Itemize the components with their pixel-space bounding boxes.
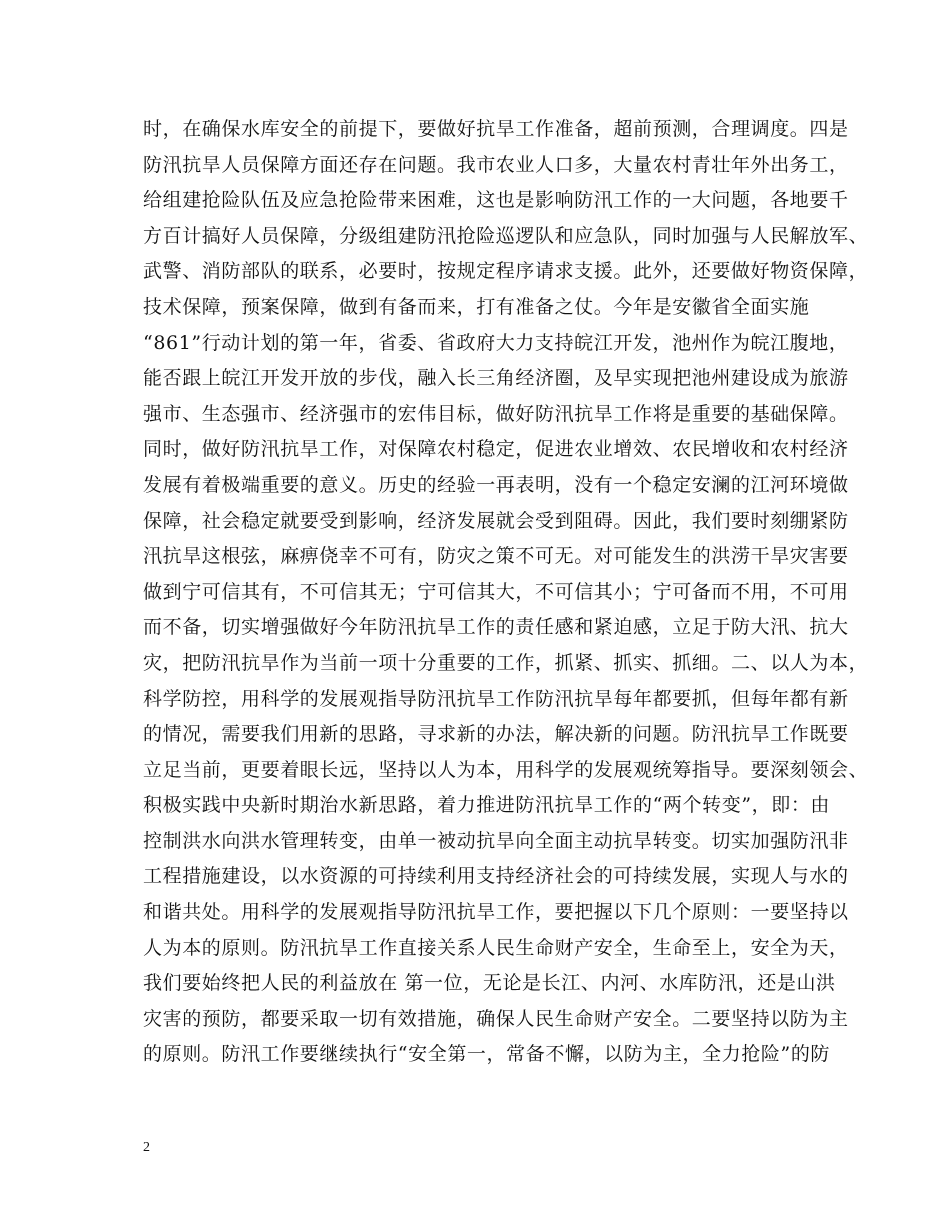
text-line: 灾害的预防，都要采取一切有效措施，确保人民生命财产安全。二要坚持以防为主: [143, 1007, 849, 1030]
text-line: 灾，把防汛抗旱作为当前一项十分重要的工作，抓紧、抓实、抓细。二、以人为本，: [143, 651, 869, 674]
text-line: 的情况，需要我们用新的思路，寻求新的办法，解决新的问题。防汛抗旱工作既要: [143, 723, 849, 746]
text-line: 强市、生态强市、经济强市的宏伟目标，做好防汛抗旱工作将是重要的基础保障。: [143, 402, 849, 425]
text-line: 工程措施建设，以水资源的可持续利用支持经济社会的可持续发展，实现人与水的: [143, 865, 849, 888]
text-line: 汛抗旱这根弦，麻痹侥幸不可有，防灾之策不可无。对可能发生的洪涝干旱灾害要: [143, 545, 849, 568]
text-line: “861”行动计划的第一年，省委、省政府大力支持皖江开发，池州作为皖江腹地，: [143, 331, 849, 354]
body-text: [143, 112, 869, 1073]
text-line: 科学防控，用科学的发展观指导防汛抗旱工作防汛抗旱每年都要抓，但每年都有新: [143, 687, 849, 710]
page-number: 2: [143, 1140, 150, 1155]
text-line: 控制洪水向洪水管理转变，由单一被动抗旱向全面主动抗旱转变。切实加强防汛非: [143, 829, 849, 852]
text-line: 发展有着极端重要的意义。历史的经验一再表明，没有一个稳定安澜的江河环境做: [143, 473, 849, 496]
text-line: 技术保障，预案保障，做到有备而来，打有准备之仗。今年是安徽省全面实施: [143, 295, 810, 318]
text-line: 同时，做好防汛抗旱工作，对保障农村稳定，促进农业增效、农民增收和农村经济: [143, 438, 849, 461]
text-line: 和谐共处。用科学的发展观指导防汛抗旱工作，要把握以下几个原则：一要坚持以: [143, 901, 849, 924]
text-line: 人为本的原则。防汛抗旱工作直接关系人民生命财产安全，生命至上，安全为天，: [143, 936, 849, 959]
text-line: 立足当前，更要着眼长远，坚持以人为本，用科学的发展观统筹指导。要深刻领会、: [143, 758, 869, 781]
text-line: 能否跟上皖江开发开放的步伐，融入长三角经济圈，及早实现把池州建设成为旅游: [143, 367, 849, 390]
text-line: 做到宁可信其有，不可信其无；宁可信其大，不可信其小；宁可备而不用，不可用: [143, 580, 849, 603]
text-line: 武警、消防部队的联系，必要时，按规定程序请求支援。此外，还要做好物资保障，: [143, 260, 869, 283]
text-line: 积极实践中央新时期治水新思路，着力推进防汛抗旱工作的“两个转变”，即：由: [143, 794, 831, 817]
text-line: 我们要始终把人民的利益放在 第一位，无论是长江、内河、水库防汛，还是山洪: [143, 972, 836, 995]
text-line: 防汛抗旱人员保障方面还存在问题。我市农业人口多，大量农村青壮年外出务工，: [143, 153, 849, 176]
text-line: 的原则。防汛工作要继续执行“安全第一，常备不懈，以防为主，全力抢险”的防: [143, 1043, 831, 1066]
text-line: 而不备，切实增强做好今年防汛抗旱工作的责任感和紧迫感，立足于防大汛、抗大: [143, 616, 849, 639]
text-line: 方百计搞好人员保障，分级组建防汛抢险巡逻队和应急队，同时加强与人民解放军、: [143, 224, 869, 247]
text-line: 保障，社会稳定就要受到影响，经济发展就会受到阻碍。因此，我们要时刻绷紧防: [143, 509, 849, 532]
text-line: 给组建抢险队伍及应急抢险带来困难，这也是影响防汛工作的一大问题，各地要千: [143, 189, 849, 212]
text-line: 时，在确保水库安全的前提下，要做好抗旱工作准备，超前预测，合理调度。四是: [143, 118, 849, 140]
